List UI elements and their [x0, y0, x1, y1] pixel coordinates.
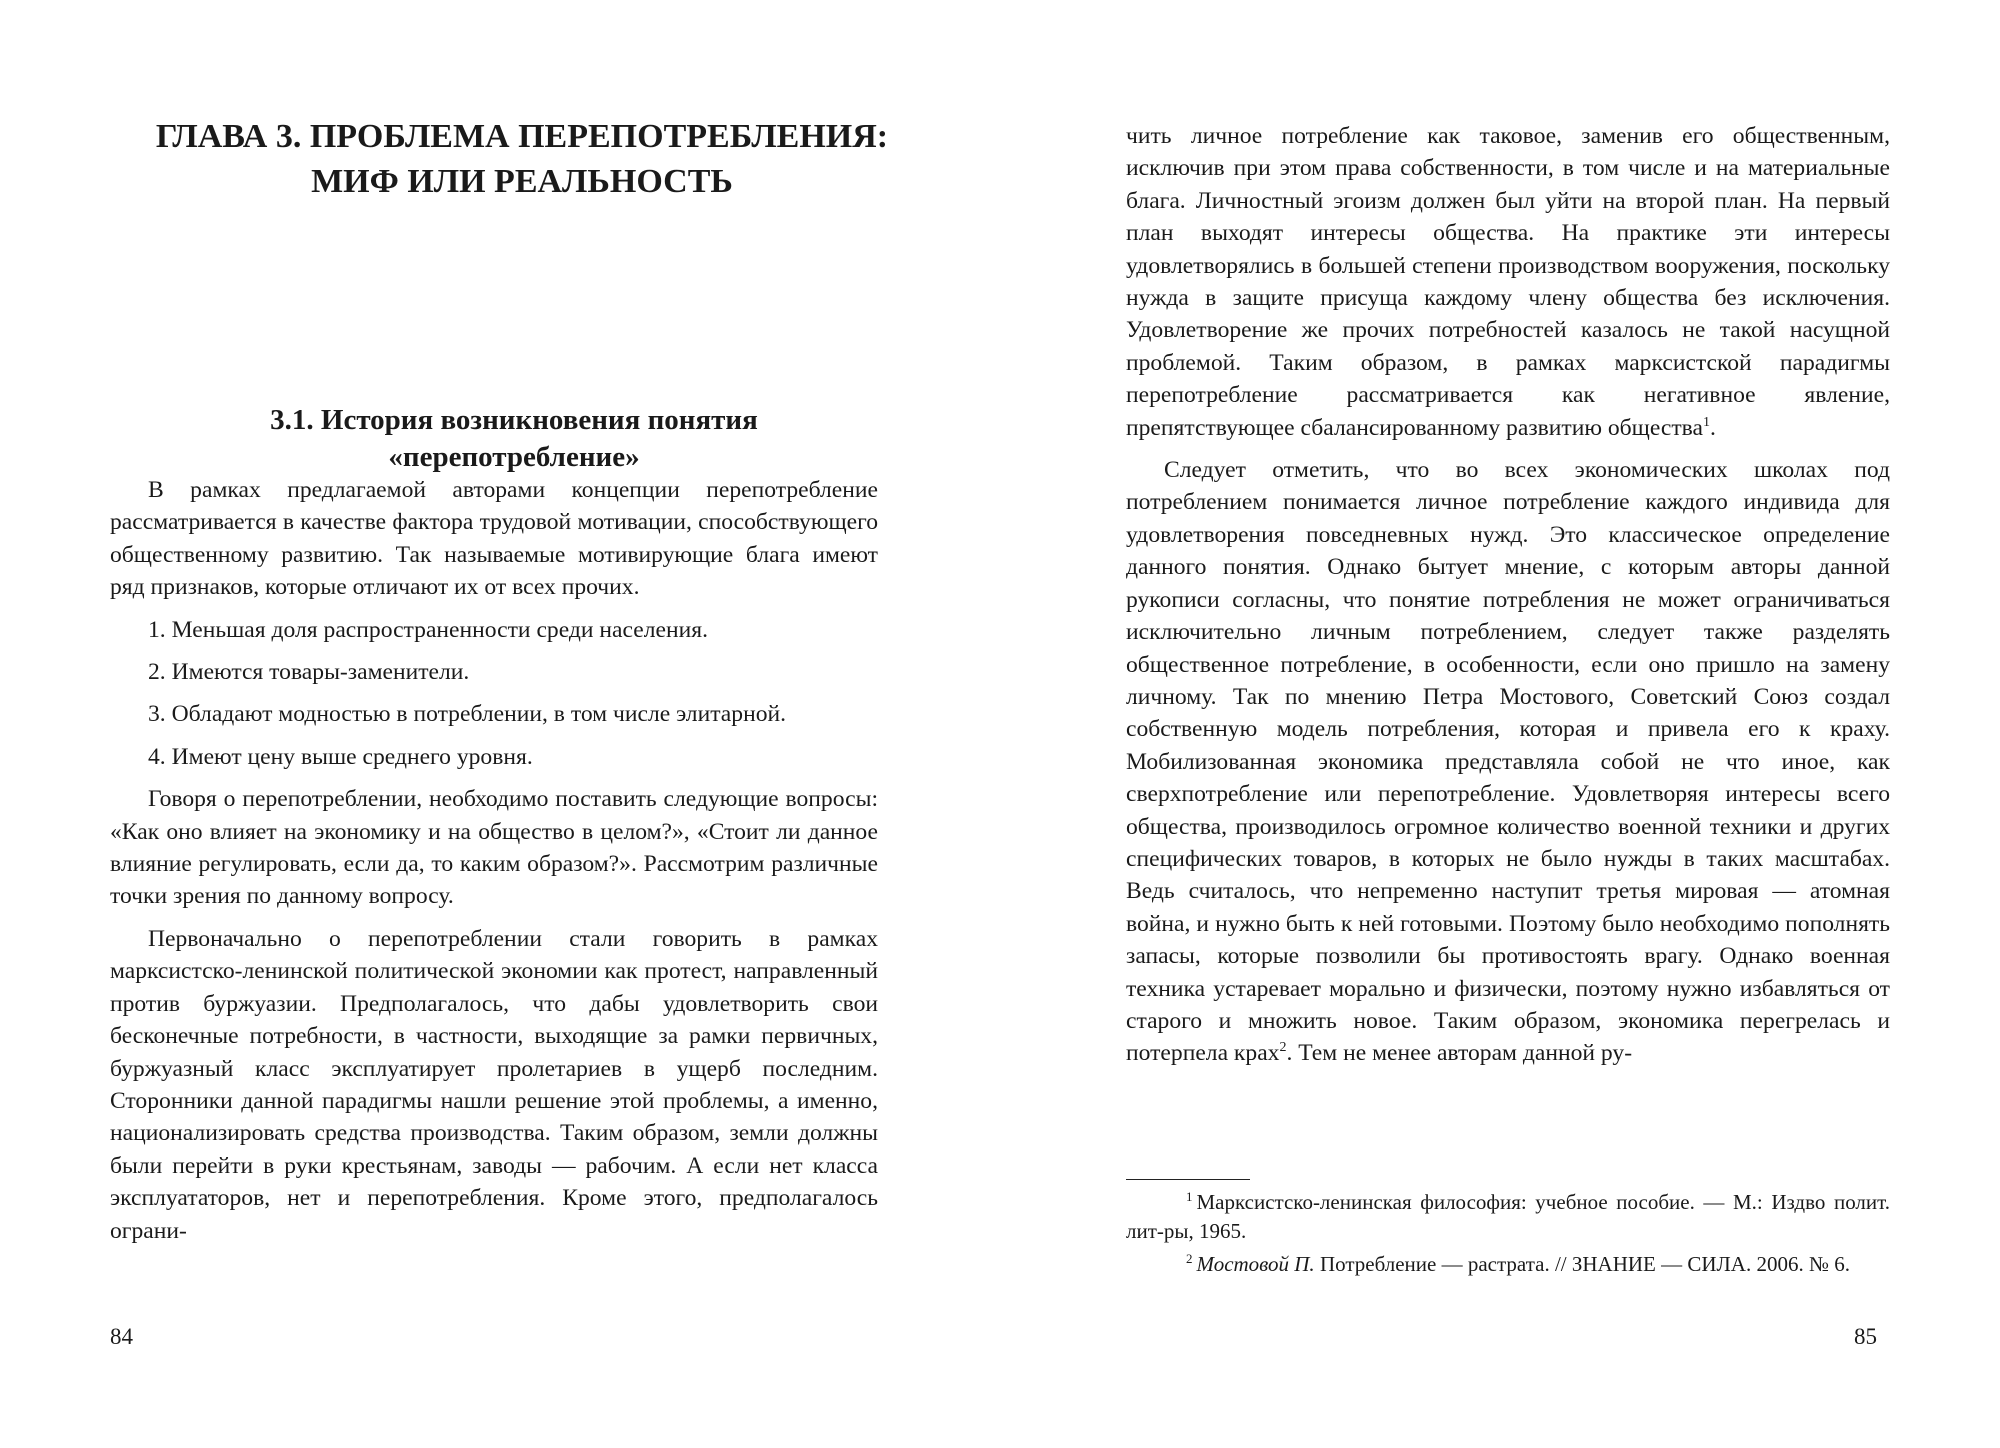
footnotes: [1126, 1188, 1890, 1283]
chapter-title-line-2: МИФ ИЛИ РЕАЛЬНОСТЬ: [311, 163, 733, 200]
paragraph: Говоря о перепотреблении, необходимо поставить следующие вопросы: «Как оно влияет на экономику и на общество в целом?», «Стоит ли данное влияние регулировать, если да, то каким образом?». Рассмотрим различные точки зрения по данному вопросу.: [110, 786, 878, 910]
list-item: 1. Меньшая доля распространенности среди населения.: [148, 616, 708, 643]
footnote-2: [1126, 1250, 1890, 1279]
chapter-title: [138, 114, 906, 204]
page-number-left: 84: [110, 1324, 133, 1349]
list-item: 2. Имеются товары-заменители.: [148, 659, 470, 686]
footnote-author: Мостовой П.: [1196, 1252, 1315, 1276]
list-item: 4. Имеют цену выше среднего уровня.: [148, 743, 533, 770]
footnote-text: Марксистско-ленинская философия: учебное пособие. — М.: Издво полит. лит-ры, 1965.: [1126, 1190, 1890, 1243]
footnote-number: 1: [1186, 1189, 1193, 1204]
paragraph: Первоначально о перепотреблении стали говорить в рамках марксистско-ленинской политической экономии как протест, направленный против буржуазии. Предполагалось, что дабы удовлетворить свои бесконечные потребности, в частности, выходящие за рамки первичных, буржуазный класс эксплуатирует пролетариев в ущерб последним. Сторонники данной парадигмы нашли решение этой проблемы, а именно, национализировать средства производства. Таким образом, земли должны были перейти в руки крестьянам, заводы — рабочим. А если нет класса эксплуататоров, нет и перепотребления. Кроме этого, предполагалось ограни-: [110, 925, 878, 1244]
page-number-right: 85: [1854, 1324, 1877, 1349]
footnote-reference: 1: [1703, 414, 1710, 430]
footnote-reference: 2: [1279, 1040, 1287, 1056]
section-title: [130, 402, 898, 476]
left-page: [110, 0, 889, 1448]
footnote-text: Потребление — растрата. // ЗНАНИЕ — СИЛА. 2006. № 6.: [1314, 1252, 1850, 1276]
list-item: 3. Обладают модностью в потреблении, в том числе элитарной.: [148, 701, 787, 728]
footnote-1: [1126, 1188, 1890, 1246]
section-title-line-2: «перепотребление»: [388, 441, 640, 473]
paragraph-end: . Тем не менее авторам данной ру-: [1286, 1040, 1633, 1067]
paragraph-text: чить личное потребление как таковое, заменив его общественным, исключив при этом права собственности, в том числе и на материальные блага. Личностный эгоизм должен был уйти на второй план. На первый план выходят интересы общества. На практике эти интересы удовлетворялись в большей степени производством вооружения, поскольку нужда в защите присуща каждому члену общества без исключения. Удовлетворение же прочих потребностей казалось не такой насущной проблемой. Таким образом, в рамках марксистской парадигмы перепотребление рассматривается как негативное явление, препятствующее сбалансированному развитию общества: [1126, 123, 1890, 441]
chapter-title-line-1: ГЛАВА 3. ПРОБЛЕМА ПЕРЕПОТРЕБЛЕНИЯ:: [155, 118, 889, 155]
footnote-number: 2: [1186, 1251, 1193, 1266]
section-title-line-1: 3.1. История возникновения понятия: [270, 404, 758, 436]
paragraph-text: Следует отметить, что во всех экономических школах под потреблением понимается личное потребление каждого индивида для удовлетворения повседневных нужд. Это классическое определение данного понятия. Однако бытует мнение, с которым авторы данной рукописи согласны, что понятие потребления не может ограничиваться исключительно личным потреблением, следует также разделять общественное потребление, в особенности, если оно пришло на замену личному. Так по мнению Петра Мостового, Советский Союз создал собственную модель потребления, которая и привела его к краху. Мобилизованная экономика представляла собой не что иное, как сверхпотребление или перепотребление. Удовлетворяя интересы всего общества, производилось огромное количество военной техники и других специфических товаров, в которых не было нужды в таких масштабах. Ведь считалось, что непременно наступит третья мировая — атомная война, и нужно быть к ней готовыми. Поэтому было необходимо пополнять запасы, которые позволили бы противостоять врагу. Однако военная техника устаревает морально и физически, поэтому нужно избавляться от старого и множить новое. Таким образом, экономика перегрелась и потерпела крах: [1126, 457, 1890, 1067]
paragraph: В рамках предлагаемой авторами концепции перепотребление рассматривается в качестве фактора трудовой мотивации, способствующего общественному развитию. Так называемые мотивирующие блага имеют ряд признаков, которые отличают их от всех прочих.: [110, 477, 878, 601]
right-page: [1126, 0, 1890, 1448]
paragraph: [1126, 120, 1890, 444]
paragraph-end: .: [1710, 414, 1716, 441]
left-body-text: [110, 474, 878, 1247]
footnote-divider: [1126, 1179, 1250, 1180]
paragraph: [1126, 454, 1890, 1070]
right-body-text: [1126, 120, 1890, 1070]
